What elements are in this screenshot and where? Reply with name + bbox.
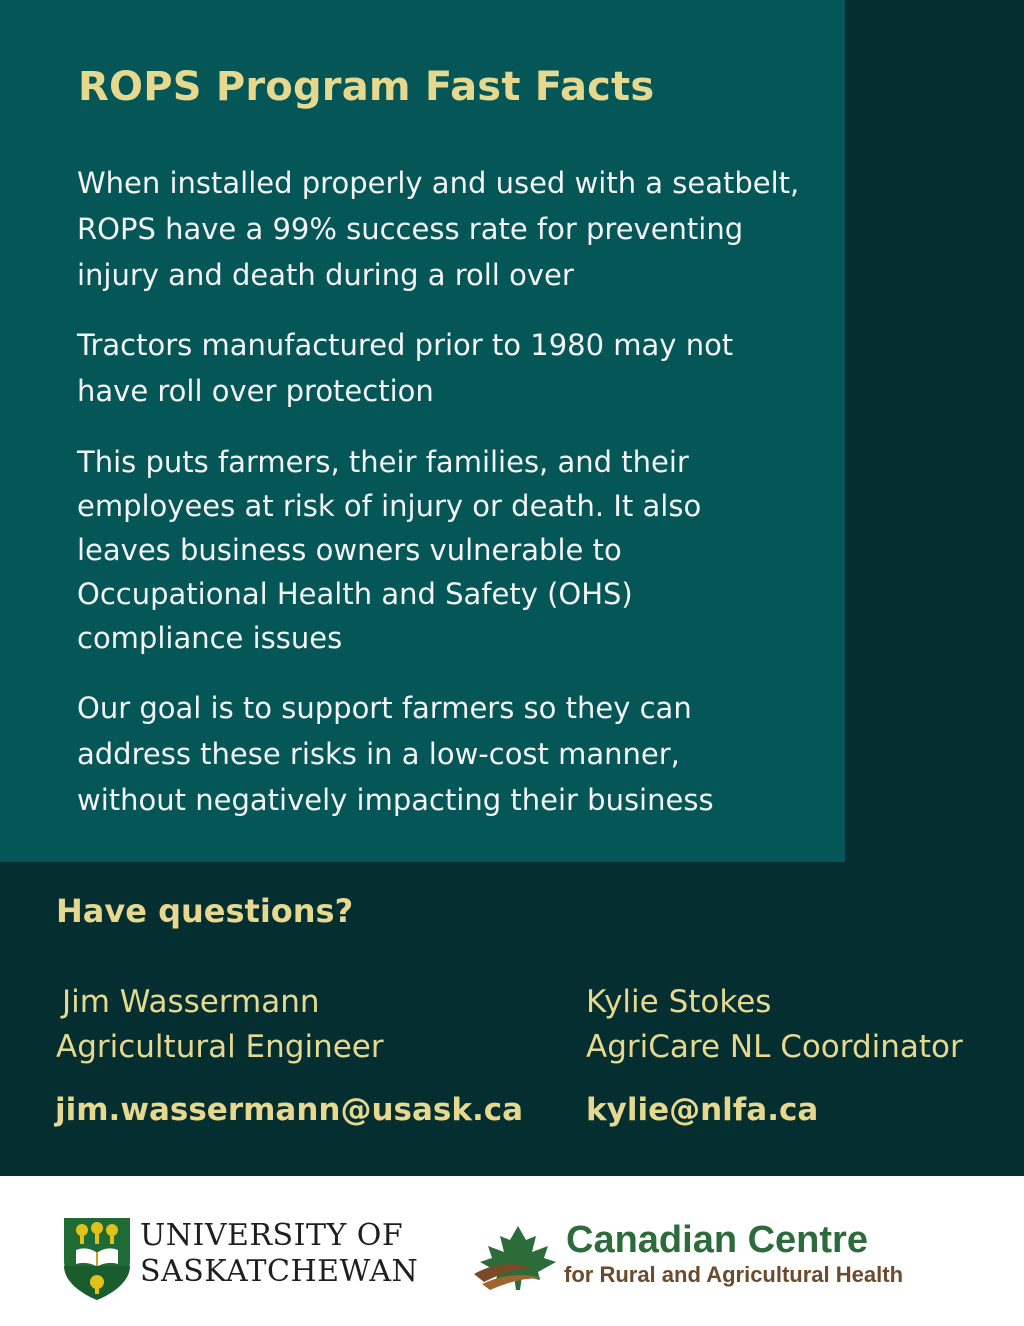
contact-name: Jim Wassermann [62, 984, 320, 1020]
fact-goal: Our goal is to support farmers so they can address these risks in a low-cost manner, without negatively impacting their business [77, 691, 714, 817]
facts-title: ROPS Program Fast Facts [78, 64, 655, 110]
maple-leaf-icon [472, 1224, 562, 1294]
questions-heading: Have questions? [56, 892, 354, 930]
usask-logo [62, 1216, 422, 1302]
contact-name: Kylie Stokes [586, 984, 772, 1020]
contact-email-link[interactable]: jim.wassermann@usask.ca [55, 1092, 524, 1128]
footer-logos [0, 1176, 1024, 1326]
usask-line2: SASKATCHEWAN [140, 1254, 419, 1289]
contact-role: AgriCare NL Coordinator [586, 1029, 963, 1065]
usask-wordmark [140, 1218, 418, 1290]
fact-pre-1980-tractors: Tractors manufactured prior to 1980 may not have roll over protection [77, 328, 734, 408]
contact-role: Agricultural Engineer [56, 1029, 384, 1065]
fact-seatbelt-success: When installed properly and used with a seatbelt, ROPS have a 99% success rate for preventing injury and death during a roll over [77, 166, 800, 292]
fact-risk: This puts farmers, their families, and their employees at risk of injury or death. It also leaves business owners vulnerable to Occupational Health and Safety (OHS) compliance issues [77, 445, 702, 655]
ccrah-line1: Canadian Centre [566, 1219, 868, 1261]
usask-shield-icon [62, 1216, 132, 1302]
contact-email-link[interactable]: kylie@nlfa.ca [586, 1092, 819, 1128]
ccrah-line2: for Rural and Agricultural Health [564, 1262, 904, 1287]
usask-line1: UNIVERSITY OF [140, 1218, 404, 1253]
ccrah-logo [472, 1220, 992, 1300]
